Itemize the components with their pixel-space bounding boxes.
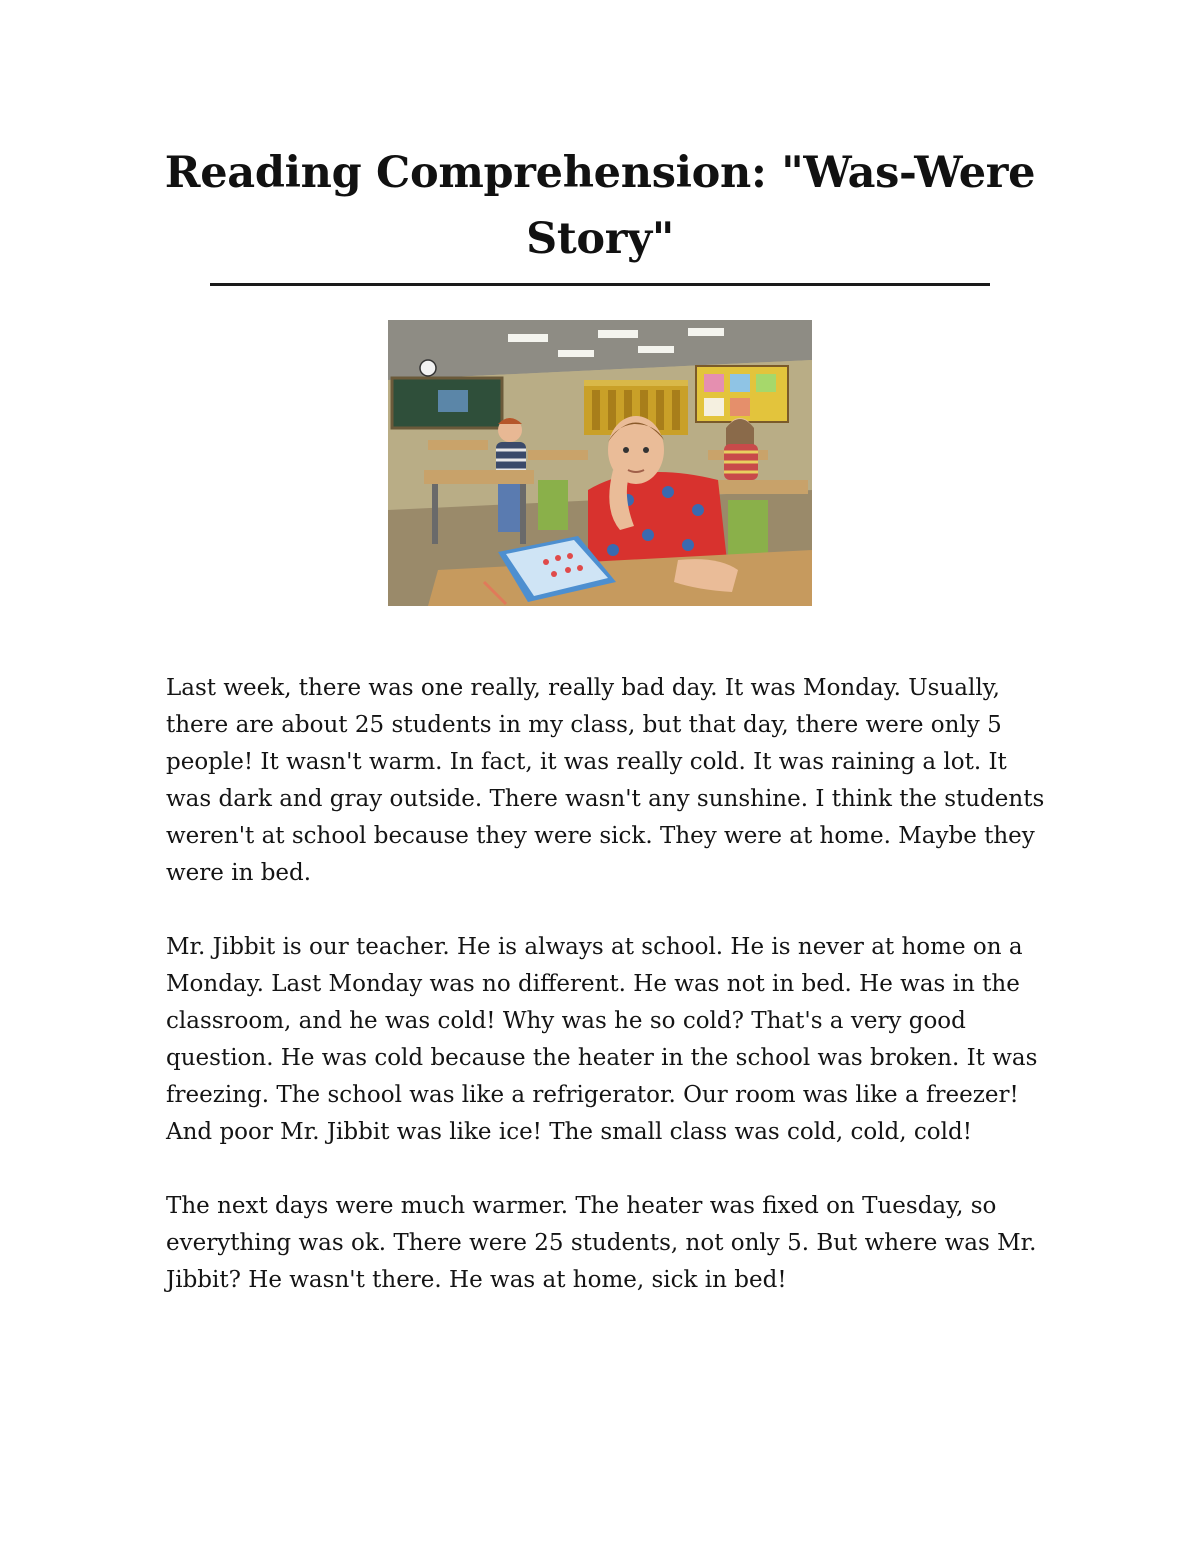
page-title: Reading Comprehension: "Was-Were Story" bbox=[164, 148, 1036, 264]
story-paragraph: Mr. Jibbit is our teacher. He is always at school. He is never at home on a Monday. Last Monday was no different. He was not in bed. He was in the classroom, and he was cold! Why was he so cold? That's a very good question. He was cold because the heater in the school was broken. It was freezing. The school was like a refrigerator. Our room was like a freezer! And poor Mr. Jibbit was like ice! The small class was cold, cold, cold! bbox=[166, 934, 1038, 1145]
story-paragraph: Last week, there was one really, really bad day. It was Monday. Usually, there are about 25 students in my class, but that day, there were only 5 people! It wasn't warm. In fact, it was really cold. It was raining a lot. It was dark and gray outside. There wasn't any sunshine. I think the students weren't at school because they were sick. They were at home. Maybe they were in bed. bbox=[166, 675, 1045, 886]
classroom-illustration bbox=[388, 320, 812, 606]
story-body bbox=[166, 670, 1046, 1336]
title-divider bbox=[210, 283, 990, 286]
story-paragraph: The next days were much warmer. The heater was fixed on Tuesday, so everything was ok. There were 25 students, not only 5. But where was Mr. Jibbit? He wasn't there. He was at home, sick in bed! bbox=[166, 1193, 1037, 1293]
